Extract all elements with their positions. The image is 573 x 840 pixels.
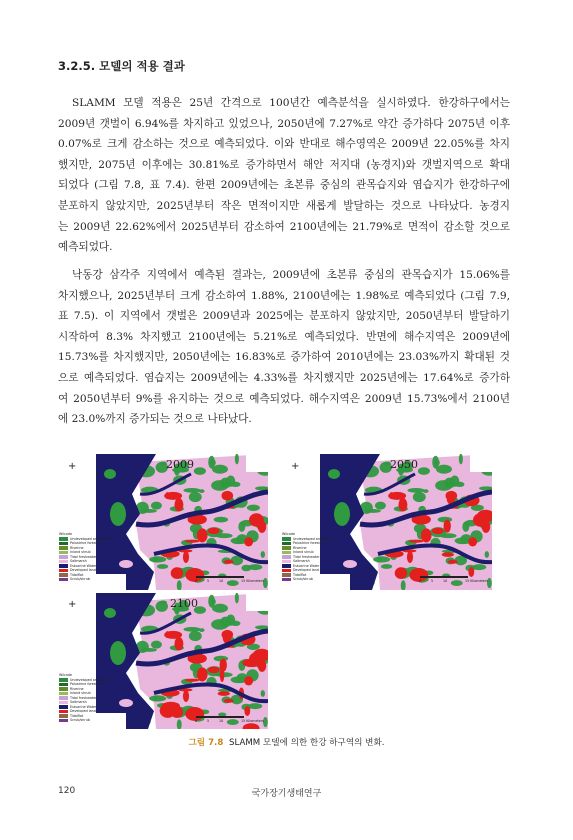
- legend-swatch: [59, 537, 68, 541]
- legend-label: Palustrine forested: [70, 541, 101, 545]
- legend-title: Wilcode: [59, 673, 72, 677]
- legend-swatch: [59, 551, 68, 555]
- north-arrow-2100: +: [68, 599, 77, 610]
- map-2050-image: [320, 454, 492, 590]
- legend-2009: [59, 532, 110, 582]
- map-year-2009: 2009: [166, 458, 194, 471]
- legend-swatch: [59, 546, 68, 550]
- legend-label: Saltmarsh: [293, 559, 310, 563]
- legend-swatch: [59, 560, 68, 564]
- figure-caption-text: SLAMM 모델에 의한 한강 하구역의 변화.: [229, 738, 385, 748]
- legend-label: Saltmarsh: [70, 700, 87, 704]
- legend-swatch: [59, 692, 68, 696]
- paragraph-line: 시작하여 8.3% 차지했고 2100년에는 5.21%로 예측되었다. 반면에 해수지역은 2009년에: [58, 330, 510, 343]
- footer-org: 국가장기생태연구: [251, 789, 322, 799]
- scale-tick-label: 10: [443, 579, 448, 583]
- figure-label: 그림 7.8: [188, 738, 224, 748]
- legend-swatch: [282, 551, 291, 555]
- paragraph-line: 차지했으나, 2025년부터 크게 감소하여 1.88%, 2100년에는 1.98%로 예측되었다 (그림 7.9,: [58, 289, 510, 302]
- scale-tick-label: 0: [419, 579, 422, 583]
- map-year-2100: 2100: [170, 597, 198, 610]
- legend-swatch: [59, 573, 68, 577]
- scale-bar-graphic: [196, 576, 244, 578]
- legend-label: Estuarine Water: [293, 563, 320, 568]
- paragraph-line: 으로 예측되었다. 염습지는 2009년에는 4.33%를 차지했지만 2025년에는 17.64%로 증가하: [58, 371, 510, 384]
- paragraph-line: 2009년 갯벌이 6.94%를 차지하고 있었으나, 2050년에 7.27%로 약간 증가하다 2075년 이후: [58, 117, 510, 130]
- paragraph-2: [58, 265, 510, 430]
- legend-label: Inland shrub: [293, 550, 314, 554]
- legend-label: Developed land: [70, 709, 96, 713]
- legend-label: Scrub/shrub: [293, 577, 313, 581]
- paragraph-line: 는 2009년 22.62%에서 2025년부터 감소하여 2100년에는 21.79%로 면적이 감소할 것으로: [58, 220, 510, 233]
- paragraph-line: 되었다 (그림 7.8, 표 7.4). 한편 2009년에는 초본류 중심의 관목습지와 염습지가 한강하구에: [58, 179, 510, 192]
- legend-label: Saltmarsh: [70, 559, 87, 563]
- legend-label: Riverine: [70, 686, 84, 691]
- north-arrow-2009: +: [68, 461, 77, 472]
- legend-label: Riverine: [70, 545, 84, 550]
- legend-swatch: [59, 683, 68, 687]
- legend-label: Tidalflat: [70, 713, 84, 718]
- legend-swatch: [282, 546, 291, 550]
- legend-label: Undeveloped and forest: [293, 536, 333, 541]
- legend-item: [59, 577, 110, 582]
- paragraph-line: SLAMM 모델 적용은 25년 간격으로 100년간 예측분석을 실시하였다. 한강하구에서는: [72, 97, 510, 109]
- paragraph-line: 여 2050년부터 9%를 유지하는 것으로 예측되었다. 해수지역은 2009년 15.73%에서 2100년: [58, 392, 510, 405]
- map-2100-image: [96, 593, 268, 729]
- paragraph-line: 낙동강 삼각주 지역에서 예측된 결과는, 2009년에 초본류 중심의 관목습지가 15.06%를: [72, 269, 510, 281]
- legend-label: Tidalflat: [70, 572, 84, 577]
- legend-swatch: [282, 560, 291, 564]
- legend-2050: [282, 532, 333, 582]
- map-2009: [96, 454, 268, 590]
- scale-tick-label: 5: [207, 719, 210, 723]
- legend-label: Tidal freshwater: [293, 554, 320, 559]
- legend-label: Undeveloped and forest: [70, 677, 110, 682]
- map-2009-image: [96, 454, 268, 590]
- legend-title: Wilcode: [59, 532, 72, 536]
- map-2100: [96, 593, 268, 729]
- legend-swatch: [282, 578, 291, 582]
- legend-label: Estuarine Water: [70, 563, 97, 568]
- legend-swatch: [59, 564, 68, 568]
- scale-tick-label: 15 Kilometers: [241, 579, 264, 583]
- paragraph-line: 표 7.5). 이 지역에서 갯벌은 2009년과 2025에는 분포하지 않았지만, 2050년부터 발달하기: [58, 310, 510, 323]
- legend-swatch: [59, 710, 68, 714]
- legend-label: Palustrine forested: [70, 682, 101, 686]
- page-number: 120: [58, 786, 76, 796]
- legend-label: Developed land: [70, 568, 96, 572]
- legend-swatch: [59, 678, 68, 682]
- legend-label: Tidalflat: [293, 572, 307, 577]
- legend-2100: [59, 673, 110, 723]
- legend-swatch: [59, 542, 68, 546]
- legend-swatch: [282, 573, 291, 577]
- paragraph-line: 0.07%로 크게 감소하는 것으로 예측되었다. 이와 반대로 해수영역은 2009년 22.05%를 차지: [58, 138, 510, 151]
- legend-swatch: [282, 569, 291, 573]
- scale-tick-label: 0: [195, 579, 198, 583]
- paragraph-line: 15.73%를 차지했지만, 2050년에는 16.83%로 증가하여 2010년에는 23.03%까지 확대된 것: [58, 351, 510, 364]
- legend-label: Riverine: [293, 545, 307, 550]
- legend-swatch: [282, 555, 291, 559]
- legend-swatch: [282, 564, 291, 568]
- legend-label: Palustrine forested: [293, 541, 324, 545]
- legend-item: [282, 577, 333, 582]
- figure-caption: [0, 736, 573, 748]
- legend-swatch: [282, 537, 291, 541]
- scale-tick-label: 10: [219, 579, 224, 583]
- paragraph-line: 에 23.0%까지 증가되는 것으로 나타났다.: [58, 413, 252, 426]
- scale-tick-label: 15 Kilometers: [465, 579, 488, 583]
- legend-swatch: [59, 705, 68, 709]
- paragraph-line: 했지만, 2075년 이후에는 30.81%로 증가하면서 해안 저지대 (농경지)와 갯벌지역으로 확대: [58, 158, 510, 171]
- paragraph-line: 분포하지 않았지만, 2025년부터 작은 면적이지만 새롭게 발달하는 것으로 나타났다. 농경지: [58, 199, 510, 212]
- scale-bar-graphic: [196, 716, 244, 718]
- legend-label: Scrub/shrub: [70, 577, 90, 581]
- legend-label: Scrub/shrub: [70, 718, 90, 722]
- legend-label: Inland shrub: [70, 691, 91, 695]
- scale-tick-label: 10: [219, 719, 224, 723]
- legend-label: Developed land: [293, 568, 319, 572]
- legend-swatch: [59, 696, 68, 700]
- legend-label: Tidal freshwater: [70, 695, 97, 700]
- paragraph-1: [58, 93, 510, 258]
- legend-item: [59, 718, 110, 723]
- legend-label: Estuarine Water: [70, 704, 97, 709]
- legend-swatch: [59, 719, 68, 723]
- scale-tick-label: 0: [195, 719, 198, 723]
- legend-label: Undeveloped and forest: [70, 536, 110, 541]
- legend-label: Tidal freshwater: [70, 554, 97, 559]
- legend-swatch: [59, 569, 68, 573]
- section-heading: 3.2.5. 모델의 적용 결과: [58, 59, 185, 73]
- legend-swatch: [59, 714, 68, 718]
- scale-tick-label: 5: [207, 579, 210, 583]
- map-2050: [320, 454, 492, 590]
- legend-swatch: [59, 555, 68, 559]
- scale-tick-label: 15 Kilometers: [241, 719, 264, 723]
- north-arrow-2050: +: [291, 461, 300, 472]
- map-year-2050: 2050: [390, 458, 418, 471]
- legend-title: Wilcode: [282, 532, 295, 536]
- legend-swatch: [59, 687, 68, 691]
- legend-swatch: [59, 578, 68, 582]
- legend-label: Inland shrub: [70, 550, 91, 554]
- paragraph-line: 예측되었다.: [58, 241, 113, 254]
- legend-swatch: [282, 542, 291, 546]
- scale-bar-graphic: [420, 576, 468, 578]
- legend-swatch: [59, 701, 68, 705]
- scale-tick-label: 5: [431, 579, 434, 583]
